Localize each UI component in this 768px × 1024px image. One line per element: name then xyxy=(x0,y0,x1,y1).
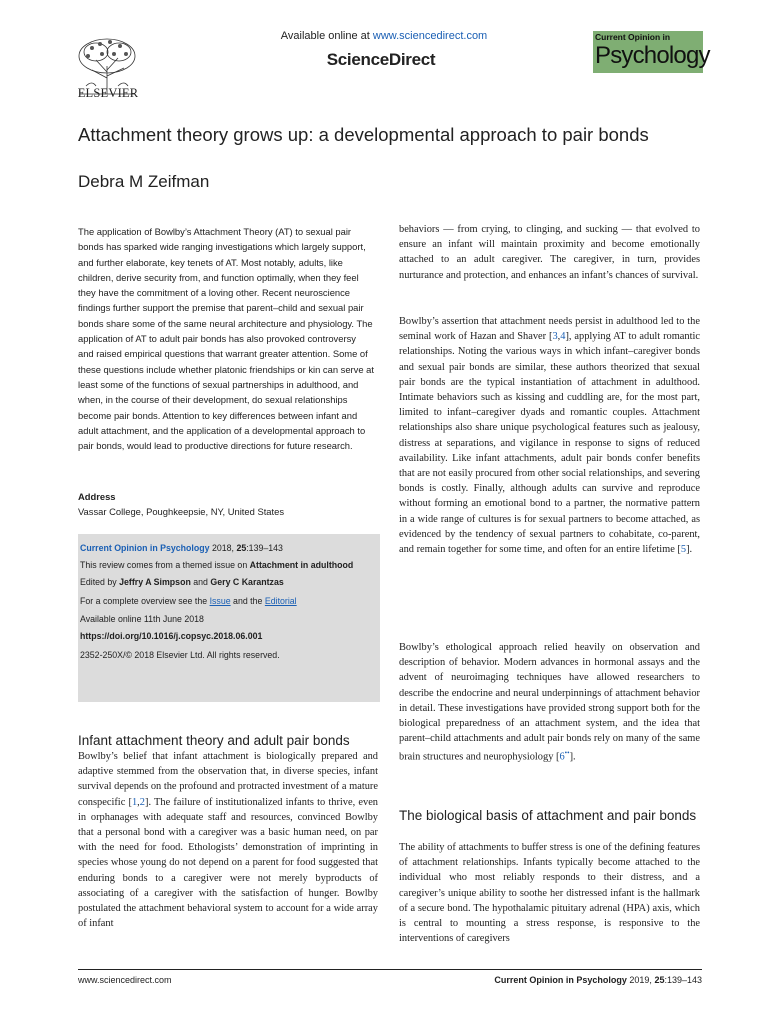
reference-6-importance-marker: •• xyxy=(564,749,570,758)
page-header xyxy=(0,0,768,110)
available-online-prefix: Available online at xyxy=(280,30,373,42)
section-heading-biological-basis: The biological basis of attachment and pair bonds xyxy=(399,808,697,823)
editor-2: Gery C Karantzas xyxy=(210,577,284,587)
themed-issue-name: Attachment in adulthood xyxy=(249,560,354,570)
journal-logo-title: Psychology xyxy=(595,42,710,69)
right-p2-text-a: Bowlby’s assertion that attachment needs persist in adulthood led to the seminal work of Hazan and Shaver [ xyxy=(399,316,700,343)
edited-prefix: Edited by xyxy=(80,577,120,587)
infant-paragraph-1 xyxy=(78,749,378,931)
journal-logo xyxy=(593,31,710,73)
article-author: Debra M Zeifman xyxy=(78,172,210,191)
footer-pages: :139–143 xyxy=(664,975,702,985)
right-p2-text-c: ]. xyxy=(686,544,693,556)
copyright-line: 2352-250X/© 2018 Elsevier Ltd. All rights reserved. xyxy=(80,650,280,660)
reference-link-1[interactable]: 1 xyxy=(131,796,138,808)
right-p2-comma: , xyxy=(557,331,561,343)
editorial-link[interactable]: Editorial xyxy=(264,596,297,606)
article-title: Attachment theory grows up: a developmental approach to pair bonds xyxy=(78,124,649,145)
available-online-date: Available online 11th June 2018 xyxy=(80,614,204,624)
reference-link-5[interactable]: 5 xyxy=(680,544,687,556)
right-p2-text-b: ], applying AT to adult romantic relationships. Noting the various ways in which infant–caregiver bonds and sexual pair bonds are similar, these authors theorized that sexual pair bonds are the typical instantiation of attachment in adulthood. Intimate behaviors such as kissing and cuddling are, for the most part, limited to infant–caregiver dyads and romantic couples. Attachment relationships also share unique psychological features such as jealousy, distress at separations, and vigilance in response to signs of reduced availability. Like infant attachments, adult pair bonds confer benefits that are not easily procured from other social relationships, and severing bonds is costly. Finally, although adults can survive and reproduce without forming an emotional bond to a partner, the normative pattern in a wide range of cultures is for sexual partners to become attached, as evidenced by the tendency of sexual partners to cohabitate, co-parent, and remain together for some time, and often for an entire lifetime [ xyxy=(399,331,701,556)
overview-line xyxy=(80,596,297,606)
reference-link-6[interactable]: 6 xyxy=(559,751,565,763)
footer-volume: 25 xyxy=(654,975,665,985)
right-p3-text-b: ]. xyxy=(569,751,576,763)
right-paragraph-1: behaviors — from crying, to clinging, and sucking — that evolved to ensure an infant will maintain proximity and become emotionally attached to an adult caregiver. The caregiver, in turn, provides nurturance and protection, and enhances an infant’s chances of survival. xyxy=(399,224,700,281)
sciencedirect-url-link[interactable]: www.sciencedirect.com xyxy=(372,30,488,42)
footer-journal: Current Opinion in Psychology xyxy=(494,975,627,985)
edited-by-line xyxy=(80,577,284,587)
bio-paragraph-1: The ability of attachments to buffer stress is one of the defining features of attachment relationships. Infants typically become attached to the individual who most reliably responds to their distress, and a caregiver’s unique ability to soothe her distressed infant is the hallmark of a secure bond. The hypothalamic pituitary adrenal (HPA) axis, which is central to mounting a stress response, is responsive to the interventions of caregivers xyxy=(399,842,700,945)
citation-line xyxy=(80,543,283,553)
infant-p1-comma: , xyxy=(137,796,140,808)
abstract-text: The application of Bowlby’s Attachment Theory (AT) to sexual pair bonds has sparked wide ranging investigations which largely support, and further elaborate, key tenets of AT. Most notably, adults, like children, derive security from, and function optimally, when they feel they have the commitment of a loving other. Recent neuroscience findings further support the premise that parent–child and sexual pair bonds share some of the same neural architecture and physiology. The application of AT to adult pair bonds has also provoked controversy and raised empirical questions that warrant greater attention. Some of these questions include whether platonic friendships or kin can serve at least some of the functions of sexual partnerships in adulthood, and when, in the course of their development, do sexual relationships become pair bonds. Attention to key differences between infant and adult attachment, and the application of a developmental approach to pair bonds, would lead to productive directions for future research. xyxy=(78,226,375,452)
section-heading-infant-attachment: Infant attachment theory and adult pair bonds xyxy=(78,733,350,748)
reference-link-3[interactable]: 3 xyxy=(552,331,558,343)
journal-name: Current Opinion in Psychology xyxy=(80,543,210,553)
citation-volume: 25 xyxy=(236,543,247,553)
platform-name: ScienceDirect xyxy=(326,50,436,69)
footer-year: 2019, xyxy=(626,975,655,985)
citation-pages: :139–143 xyxy=(246,543,283,553)
right-paragraph-3 xyxy=(399,640,700,765)
overview-prefix: For a complete overview see the xyxy=(80,596,210,606)
reference-link-4[interactable]: 4 xyxy=(560,331,566,343)
address-value: Vassar College, Poughkeepsie, NY, United States xyxy=(78,506,285,517)
infant-p1-text-b: ]. The failure of institutionalized infants to thrive, even in orphanages with adequate staff and resources, convinced Bowlby that a personal bond with a caregiver was a basic human need, on par with the need for food. Ethologists’ demonstration of imprinting in species whose young do not depend on a parent for food suggested that enduring bonds to a caregiver were not merely byproducts of associating of a caregiver with the satisfaction of hunger. Bowlby postulated the attachment behavioral system to account for a wide array of infant xyxy=(78,796,378,930)
doi-link[interactable]: https://doi.org/10.1016/j.copsyc.2018.06.001 xyxy=(80,631,263,641)
editor-1: Jeffry A Simpson xyxy=(119,577,191,587)
reference-link-2[interactable]: 2 xyxy=(139,796,145,808)
overview-mid: and the xyxy=(230,596,265,606)
infant-p1-text-a: Bowlby’s belief that infant attachment is biologically prepared and adaptive stemmed from the observation that, in diverse species, infant survival depends on the profound and protracted investment of a mature conspecific [ xyxy=(78,751,378,808)
article-info-box xyxy=(78,534,380,702)
citation-year: 2018, xyxy=(209,543,237,553)
right-paragraph-2 xyxy=(399,314,700,557)
footer-site-link[interactable]: www.sciencedirect.com xyxy=(78,975,172,985)
footer-divider xyxy=(78,969,702,970)
themed-prefix: This review comes from a themed issue on xyxy=(80,560,250,570)
editors-and: and xyxy=(190,577,211,587)
footer-citation xyxy=(494,975,702,985)
right-p3-text-a: Bowlby’s ethological approach relied heavily on observation and description of behavior. Modern advances in hormonal assays and the advent of neuroimaging techniques have allowed researchers to describe the endocrine and neural underpinnings of attachment behavior in detail. These investigations have provided strong support both for the biological preparedness of an attachment system, and the idea that parent–child attachments and adult pair bonds rely on many of the same brain structures and neurophysiology [ xyxy=(399,642,700,763)
themed-issue-line xyxy=(80,560,353,570)
issue-link[interactable]: Issue xyxy=(209,596,231,606)
publisher-name: ELSEVIER xyxy=(77,86,139,100)
address-label: Address xyxy=(78,491,116,502)
journal-logo-top: Current Opinion in xyxy=(595,32,671,42)
